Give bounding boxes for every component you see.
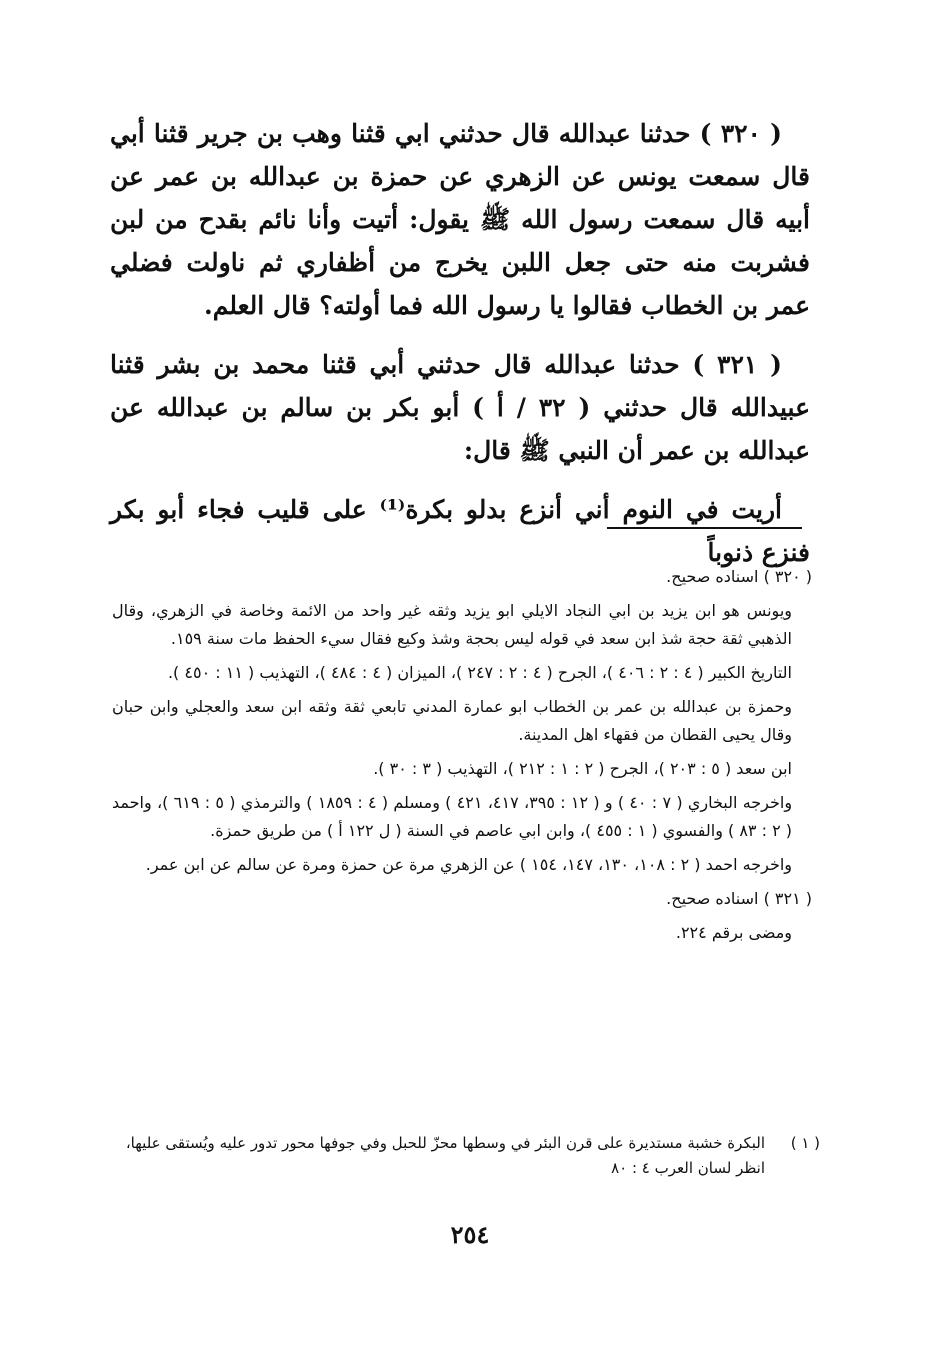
main-text	[110, 112, 810, 590]
note-321-heading: ( ٣٢١ ) اسناده صحيح.	[666, 889, 812, 908]
hadith-321: ( ٣٢١ ) حدثنا عبدالله قال حدثني أبي قثنا محمد بن بشر قثنا عبيدالله قال حدثني ( ٣٢ / أ ) أبو بكر بن سالم بن عبدالله عن عبدالله بن عمر أن النبي ﷺ قال:	[110, 350, 810, 465]
note-320-references-2: ابن سعد ( ٥ : ٢٠٣ )، الجرح ( ٢ : ١ : ٢١٢ )، التهذيب ( ٣ : ٣٠ ).	[373, 759, 792, 778]
note-320-narrator-hamza: وحمزة بن عبدالله بن عمر بن الخطاب ابو عمارة المدني تابعي ثقة وثقه ابن سعد والعجلي وابن حبان وقال يحيى القطان من فقهاء اهل المدينة.	[112, 697, 792, 744]
page-number: ٢٥٤	[450, 1220, 490, 1249]
footnote	[115, 1131, 820, 1181]
footnote-text: البكرة خشبة مستديرة على قرن البئر في وسطها محزّ للحبل وفي جوفها محور تدور عليه ويُستقى عليها، انظر لسان العرب ٤ : ٨٠	[125, 1134, 765, 1177]
note-320-takhrij-2: واخرجه احمد ( ٢ : ١٠٨، ١٣٠، ١٤٧، ١٥٤ ) عن الزهري مرة عن حمزة ومرة عن سالم عن ابن عمر.	[145, 855, 792, 874]
note-320-takhrij-1: واخرجه البخاري ( ٧ : ٤٠ ) و ( ١٢ : ٣٩٥، ٤١٧، ٤٢١ ) ومسلم ( ٤ : ١٨٥٩ ) والترمذي ( ٥ : ٦١٩ )، واحمد ( ٢ : ٨٣ ) والفسوي ( ١ : ٤٥٥ )، وابن ابي عاصم في السنة ( ل ١٢٢ أ ) من طريق حمزة.	[112, 793, 793, 840]
note-320-narrator-yunus: ويونس هو ابن يزيد بن ابي النجاد الايلي ابو يزيد وثقه غير واحد من الائمة وخاصة في الزهري، وقال الذهبي ثقة حجة شذ ابن سعد في قوله ليس بحجة وشذ وكيع فقال سيء الحفظ مات سنة ١٥٩.	[112, 601, 792, 648]
note-321-cross-reference: ومضى برقم ٢٢٤.	[675, 923, 792, 942]
footnote-separator	[607, 527, 802, 529]
note-320-references-1: التاريخ الكبير ( ٤ : ٢ : ٤٠٦ )، الجرح ( ٤ : ٢ : ٢٤٧ )، الميزان ( ٤ : ٤٨٤ )، التهذيب ( ١١ : ٤٥٠ ).	[167, 663, 792, 682]
note-320-heading: ( ٣٢٠ ) اسناده صحيح.	[666, 567, 812, 586]
footnote-marker: ( ١ )	[790, 1134, 820, 1152]
hadith-320: ( ٣٢٠ ) حدثنا عبدالله قال حدثني ابي قثنا وهب بن جرير قثنا أبي قال سمعت يونس عن الزهري عن حمزة بن عبدالله بن عمر عن أبيه قال سمعت رسول الله ﷺ يقول: أتيت وأنا نائم بقدح من لبن فشربت منه حتى جعل اللبن يخرج من أظفاري ثم ناولت فضلي عمر بن الخطاب فقالوا يا رسول الله فما أولته؟ قال العلم.	[110, 119, 810, 320]
hadith-321-text: أريت في النوم أني أنزع بدلو بكرة⁽¹⁾ على قليب فجاء أبو بكر فنزع ذنوباً	[110, 495, 810, 567]
commentary-notes	[112, 563, 812, 953]
